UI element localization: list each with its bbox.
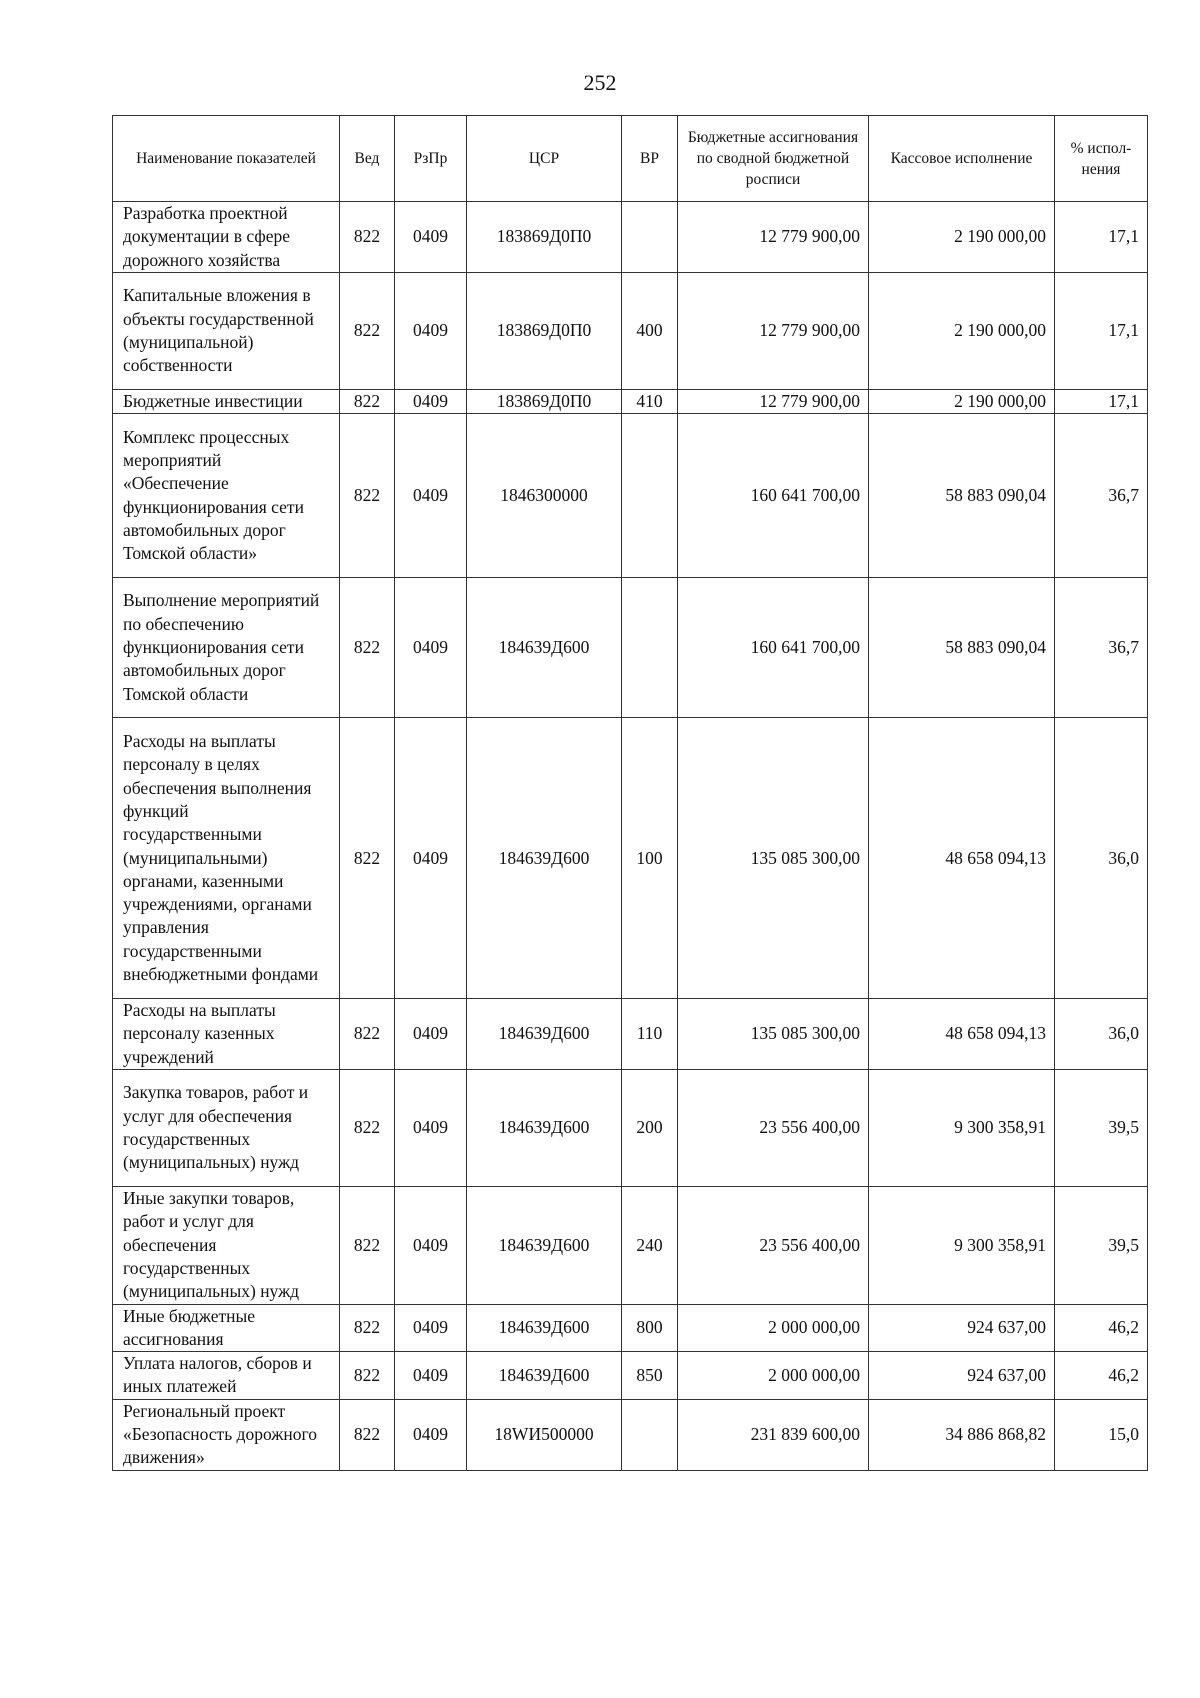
table-row xyxy=(113,1304,1148,1352)
row-rzpr: 0409 xyxy=(395,414,467,578)
row-name: Иные закупки товаров, работ и услуг для обеспечения государственных (муниципальных) нужд xyxy=(113,1187,340,1304)
row-budget: 135 085 300,00 xyxy=(678,718,869,999)
row-rzpr: 0409 xyxy=(395,718,467,999)
row-vr xyxy=(622,202,678,273)
row-pct: 15,0 xyxy=(1055,1399,1148,1470)
row-rzpr: 0409 xyxy=(395,202,467,273)
row-name: Расходы на выплаты персоналу в целях обеспечения выполнения функций государственными (муниципальными) органами, казенными учреждениями, органами управления государственными внебюджетными фондами xyxy=(113,718,340,999)
row-budget: 12 779 900,00 xyxy=(678,202,869,273)
row-csr: 184639Д600 xyxy=(467,1352,622,1400)
row-ved: 822 xyxy=(340,1304,395,1352)
row-csr: 183869Д0П0 xyxy=(467,389,622,413)
row-cash: 9 300 358,91 xyxy=(869,1187,1055,1304)
row-name: Расходы на выплаты персоналу казенных учреждений xyxy=(113,999,340,1070)
table-row xyxy=(113,1352,1148,1400)
row-ved: 822 xyxy=(340,718,395,999)
row-vr: 410 xyxy=(622,389,678,413)
row-name: Выполнение мероприятий по обеспечению функционирования сети автомобильных дорог Томской области xyxy=(113,578,340,718)
row-pct: 36,7 xyxy=(1055,578,1148,718)
row-cash: 48 658 094,13 xyxy=(869,718,1055,999)
header-pct: % испол-нения xyxy=(1055,116,1148,202)
row-csr: 184639Д600 xyxy=(467,718,622,999)
row-ved: 822 xyxy=(340,202,395,273)
row-rzpr: 0409 xyxy=(395,1352,467,1400)
row-name: Бюджетные инвестиции xyxy=(113,389,340,413)
row-pct: 17,1 xyxy=(1055,202,1148,273)
row-rzpr: 0409 xyxy=(395,1304,467,1352)
row-rzpr: 0409 xyxy=(395,389,467,413)
table-row xyxy=(113,578,1148,718)
header-vr: ВР xyxy=(622,116,678,202)
table-header-row xyxy=(113,116,1148,202)
row-ved: 822 xyxy=(340,414,395,578)
row-cash: 58 883 090,04 xyxy=(869,578,1055,718)
header-cash: Кассовое исполнение xyxy=(869,116,1055,202)
row-cash: 48 658 094,13 xyxy=(869,999,1055,1070)
row-ved: 822 xyxy=(340,1187,395,1304)
row-name: Уплата налогов, сборов и иных платежей xyxy=(113,1352,340,1400)
header-csr: ЦСР xyxy=(467,116,622,202)
row-pct: 39,5 xyxy=(1055,1187,1148,1304)
row-csr: 184639Д600 xyxy=(467,999,622,1070)
row-rzpr: 0409 xyxy=(395,999,467,1070)
row-cash: 58 883 090,04 xyxy=(869,414,1055,578)
row-pct: 36,7 xyxy=(1055,414,1148,578)
header-name: Наименование показателей xyxy=(113,116,340,202)
page-number: 252 xyxy=(583,70,617,95)
row-pct: 46,2 xyxy=(1055,1304,1148,1352)
row-csr: 183869Д0П0 xyxy=(467,272,622,389)
header-budget: Бюджетные ассигнования по сводной бюджетной росписи xyxy=(678,116,869,202)
row-budget: 23 556 400,00 xyxy=(678,1070,869,1187)
row-rzpr: 0409 xyxy=(395,578,467,718)
row-csr: 184639Д600 xyxy=(467,1070,622,1187)
row-ved: 822 xyxy=(340,1352,395,1400)
row-vr xyxy=(622,1399,678,1470)
row-cash: 9 300 358,91 xyxy=(869,1070,1055,1187)
row-csr: 183869Д0П0 xyxy=(467,202,622,273)
table-row xyxy=(113,718,1148,999)
table-row xyxy=(113,1187,1148,1304)
row-vr: 850 xyxy=(622,1352,678,1400)
row-csr: 18WИ500000 xyxy=(467,1399,622,1470)
row-name: Иные бюджетные ассигнования xyxy=(113,1304,340,1352)
row-vr: 100 xyxy=(622,718,678,999)
row-pct: 36,0 xyxy=(1055,999,1148,1070)
row-budget: 135 085 300,00 xyxy=(678,999,869,1070)
row-csr: 184639Д600 xyxy=(467,578,622,718)
row-rzpr: 0409 xyxy=(395,272,467,389)
row-pct: 46,2 xyxy=(1055,1352,1148,1400)
row-budget: 2 000 000,00 xyxy=(678,1304,869,1352)
header-rzpr: РзПр xyxy=(395,116,467,202)
row-csr: 184639Д600 xyxy=(467,1187,622,1304)
row-vr: 240 xyxy=(622,1187,678,1304)
row-ved: 822 xyxy=(340,999,395,1070)
row-budget: 160 641 700,00 xyxy=(678,578,869,718)
row-budget: 231 839 600,00 xyxy=(678,1399,869,1470)
table-row xyxy=(113,1399,1148,1470)
row-cash: 2 190 000,00 xyxy=(869,272,1055,389)
row-vr: 110 xyxy=(622,999,678,1070)
row-rzpr: 0409 xyxy=(395,1187,467,1304)
row-vr: 800 xyxy=(622,1304,678,1352)
row-ved: 822 xyxy=(340,272,395,389)
row-pct: 17,1 xyxy=(1055,389,1148,413)
row-csr: 184639Д600 xyxy=(467,1304,622,1352)
row-name: Капитальные вложения в объекты государственной (муниципальной) собственности xyxy=(113,272,340,389)
row-budget: 12 779 900,00 xyxy=(678,389,869,413)
row-cash: 924 637,00 xyxy=(869,1352,1055,1400)
budget-execution-table xyxy=(112,115,1148,1471)
row-name: Комплекс процессных мероприятий «Обеспечение функционирования сети автомобильных дорог Томской области» xyxy=(113,414,340,578)
row-vr: 400 xyxy=(622,272,678,389)
row-name: Региональный проект «Безопасность дорожного движения» xyxy=(113,1399,340,1470)
table-row xyxy=(113,1070,1148,1187)
row-budget: 23 556 400,00 xyxy=(678,1187,869,1304)
row-cash: 2 190 000,00 xyxy=(869,202,1055,273)
row-budget: 2 000 000,00 xyxy=(678,1352,869,1400)
row-cash: 34 886 868,82 xyxy=(869,1399,1055,1470)
row-vr xyxy=(622,414,678,578)
row-budget: 12 779 900,00 xyxy=(678,272,869,389)
table-row xyxy=(113,999,1148,1070)
row-pct: 36,0 xyxy=(1055,718,1148,999)
header-ved: Вед xyxy=(340,116,395,202)
row-ved: 822 xyxy=(340,1070,395,1187)
row-cash: 924 637,00 xyxy=(869,1304,1055,1352)
row-vr: 200 xyxy=(622,1070,678,1187)
row-name: Закупка товаров, работ и услуг для обеспечения государственных (муниципальных) нужд xyxy=(113,1070,340,1187)
row-budget: 160 641 700,00 xyxy=(678,414,869,578)
row-name: Разработка проектной документации в сфере дорожного хозяйства xyxy=(113,202,340,273)
row-rzpr: 0409 xyxy=(395,1399,467,1470)
row-pct: 17,1 xyxy=(1055,272,1148,389)
table-row xyxy=(113,272,1148,389)
row-csr: 1846300000 xyxy=(467,414,622,578)
table-row xyxy=(113,202,1148,273)
table-row xyxy=(113,389,1148,413)
row-rzpr: 0409 xyxy=(395,1070,467,1187)
row-ved: 822 xyxy=(340,389,395,413)
row-cash: 2 190 000,00 xyxy=(869,389,1055,413)
row-vr xyxy=(622,578,678,718)
table-row xyxy=(113,414,1148,578)
row-ved: 822 xyxy=(340,578,395,718)
row-ved: 822 xyxy=(340,1399,395,1470)
row-pct: 39,5 xyxy=(1055,1070,1148,1187)
